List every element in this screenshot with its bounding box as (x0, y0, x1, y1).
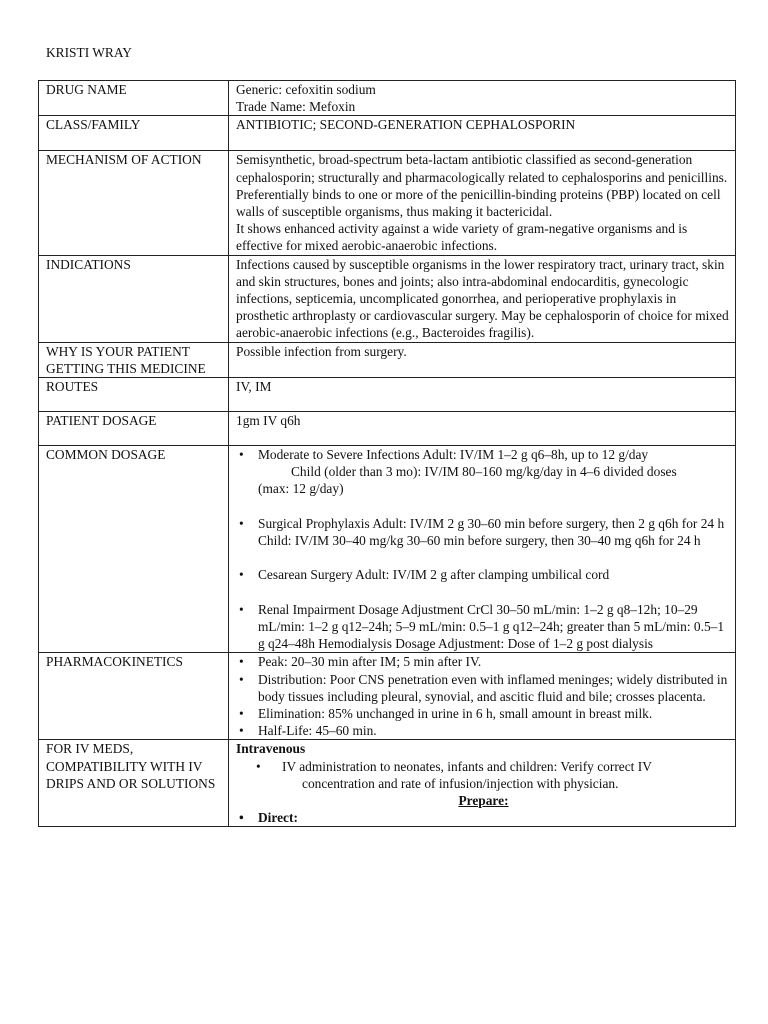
list-item (256, 758, 731, 792)
student-name: KRISTI WRAY (46, 45, 132, 60)
list-item: • Cesarean Surgery Adult: IV/IM 2 g after clamping umbilical cord (236, 566, 731, 583)
direct-item: • Direct: (236, 809, 731, 826)
generic-name: Generic: cefoxitin sodium (236, 82, 376, 97)
iv-meds-label: FOR IV MEDS, COMPATIBILITY WITH IV DRIPS AND OR SOLUTIONS (39, 740, 229, 827)
why-value: Possible infection from surgery. (229, 342, 736, 377)
dosage-moderate-line3: (max: 12 g/day) (258, 481, 344, 497)
pharmacokinetics-value (229, 653, 736, 740)
drug-card-table (38, 80, 736, 827)
mechanism-para-1: Semisynthetic, broad-spectrum beta-lactam antibiotic classified as second-generation cephalosporin; structurally and pharmacologically related to cephalosporins and penicillins. Preferentially binds to one or more of the penicillin-binding proteins (PBP) located on cell walls of susceptible organisms, thus making it bactericidal. (236, 152, 728, 220)
mechanism-label: MECHANISM OF ACTION (39, 151, 229, 255)
list-item: • Renal Impairment Dosage Adjustment CrCl 30–50 mL/min: 1–2 g q8–12h; 10–29 mL/min: 1–2 g q12–24h; 5–9 mL/min: 0.5–1 g q12–24h; greater than 5 mL/min: 0.5–1 g q24–48h Hemodialysis Dosage Adjustment: Dose of 1–2 g post dialysis (236, 601, 731, 653)
trade-name: Trade Name: Mefoxin (236, 99, 356, 115)
patient-dosage-label: PATIENT DOSAGE (39, 412, 229, 446)
list-item: • Surgical Prophylaxis Adult: IV/IM 2 g 30–60 min before surgery, then 2 g q6h for 24 h Child: IV/IM 30–40 mg/kg 30–60 min before surgery, then 30–40 mg q6h for 24 h (236, 515, 731, 549)
indications-label: INDICATIONS (39, 255, 229, 342)
row-why (39, 342, 736, 377)
pharmacokinetics-list (236, 653, 731, 739)
row-iv-meds (39, 740, 736, 827)
row-class-family (39, 116, 736, 151)
row-routes (39, 378, 736, 412)
common-dosage-list (236, 446, 731, 652)
iv-bullet-line2: concentration and rate of infusion/injection with physician. (302, 775, 619, 791)
why-label: WHY IS YOUR PATIENT GETTING THIS MEDICINE (39, 342, 229, 377)
iv-meds-value (229, 740, 736, 827)
patient-dosage-value: 1gm IV q6h (229, 412, 736, 446)
common-dosage-value (229, 446, 736, 653)
dosage-moderate-line1: • Moderate to Severe Infections Adult: IV/IM 1–2 g q6–8h, up to 12 g/day (258, 447, 649, 463)
iv-bullet-list (236, 758, 731, 792)
mechanism-value (229, 151, 736, 255)
routes-value: IV, IM (229, 378, 736, 412)
list-item: • Peak: 20–30 min after IM; 5 min after IV. (236, 653, 731, 670)
routes-label: ROUTES (39, 378, 229, 412)
row-common-dosage (39, 446, 736, 653)
pharmacokinetics-label: PHARMACOKINETICS (39, 653, 229, 740)
list-item: • Half-Life: 45–60 min. (236, 722, 731, 739)
dosage-moderate-line2: Child (older than 3 mo): IV/IM 80–160 mg/kg/day in 4–6 divided doses (291, 464, 677, 480)
indications-value: Infections caused by susceptible organisms in the lower respiratory tract, urinary tract, skin and skin structures, bones and joints; also intra-abdominal endocarditis, gynecologic infections, septicemia, uncomplicated gonorrhea, and perioperative prophylaxis in prosthetic arthroplasty or cardiovascular surgery. May be cephalosporin of choice for mixed aerobic-anaerobic infections (e.g., Bacteroides fragilis). (229, 255, 736, 342)
list-item (236, 446, 731, 498)
class-family-value: ANTIBIOTIC; SECOND-GENERATION CEPHALOSPORIN (229, 116, 736, 151)
drug-name-label: DRUG NAME (39, 81, 229, 116)
drug-name-value (229, 81, 736, 116)
list-item: • Distribution: Poor CNS penetration even with inflamed meninges; widely distributed in body tissues including pleural, synovial, and ascitic fluid and bile; crosses placenta. (236, 671, 731, 705)
row-indications (39, 255, 736, 342)
row-drug-name (39, 81, 736, 116)
prepare-heading: Prepare: (458, 793, 509, 809)
direct-list (236, 809, 731, 826)
class-family-label: CLASS/FAMILY (39, 116, 229, 151)
iv-bullet-line1: IV administration to neonates, infants and children: Verify correct IV (282, 758, 652, 774)
iv-heading: Intravenous (236, 741, 306, 757)
row-patient-dosage (39, 412, 736, 446)
mechanism-para-2: It shows enhanced activity against a wide variety of gram-negative organisms and is effective for mixed aerobic-anaerobic infections. (236, 221, 688, 254)
common-dosage-label: COMMON DOSAGE (39, 446, 229, 653)
list-item: • Elimination: 85% unchanged in urine in 6 h, small amount in breast milk. (236, 705, 731, 722)
row-mechanism (39, 151, 736, 255)
row-pharmacokinetics (39, 653, 736, 740)
